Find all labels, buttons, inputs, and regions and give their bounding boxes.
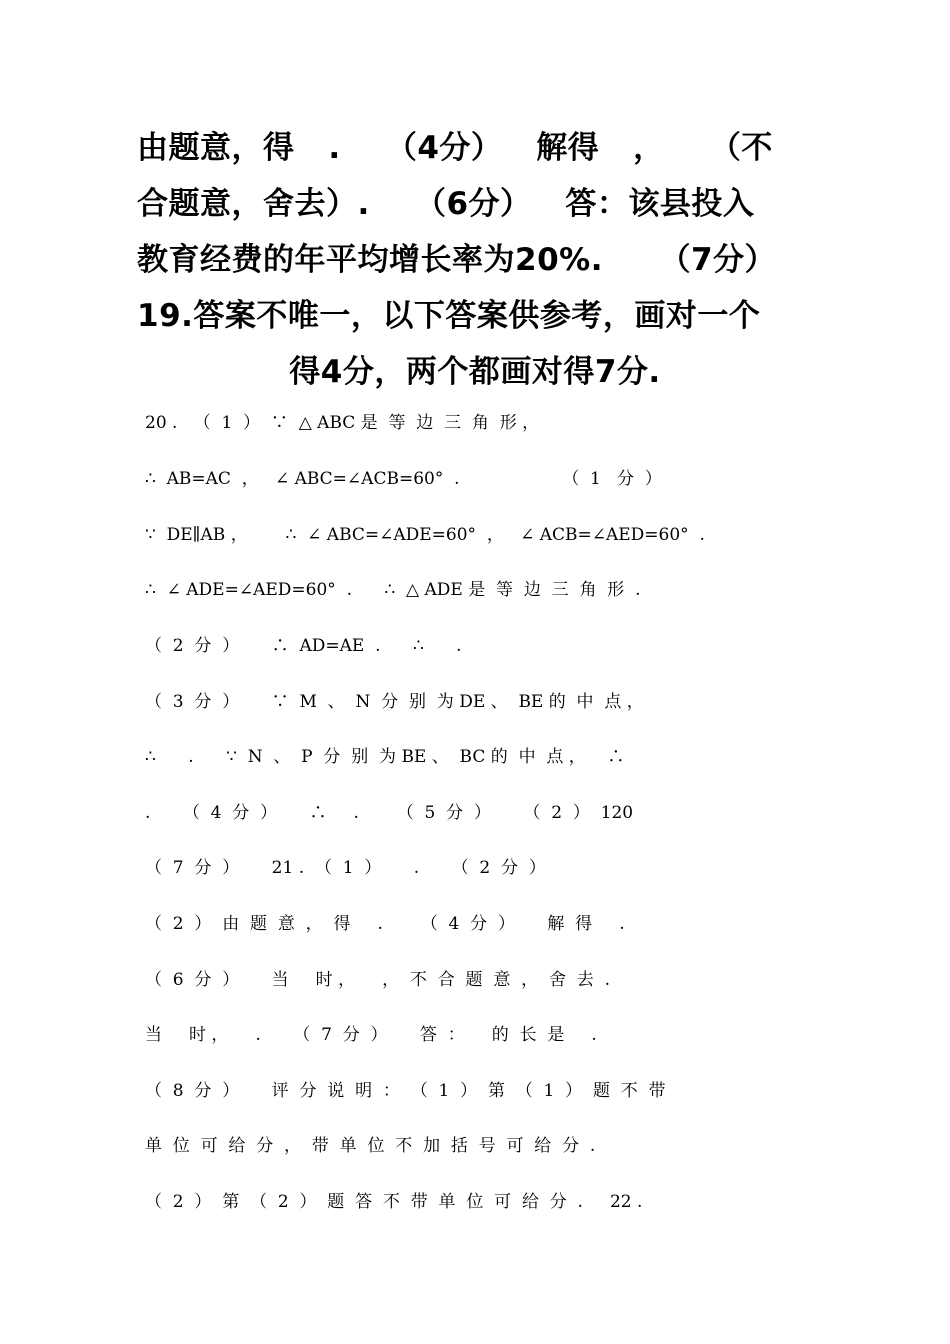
answer-line-11: （ 6 分 ） 当 时 ， ， 不 合 题 意 ， 舍 去 . <box>145 970 610 990</box>
answer-line-7: ∴ . ∵ N 、 P 分 别 为 BE 、 BC 的 中 点 ， ∴ <box>145 747 625 767</box>
answer-line-bold-4: 19.答案不唯一，以下答案供参考，画对一个 <box>137 298 761 334</box>
answer-line-bold-3: 教育经费的年平均增长率为20%. （7分） <box>137 242 777 278</box>
answer-line-8: . （ 4 分 ） ∴ . （ 5 分 ） （ 2 ） 120 <box>145 803 634 823</box>
answer-line-1: 20 . （ 1 ） ∵ △ ABC 是 等 边 三 角 形 ， <box>145 413 540 433</box>
answer-line-9: （ 7 分 ） 21 . （ 1 ） . （ 2 分 ） <box>145 858 546 878</box>
answer-line-3: ∵ DE∥AB ， ∴ ∠ ABC=∠ADE=60° ， ∠ ACB=∠AED=60° . <box>145 525 705 545</box>
answer-line-4: ∴ ∠ ADE=∠AED=60° . ∴ △ ADE 是 等 边 三 角 形 . <box>145 580 641 600</box>
answer-line-13: （ 8 分 ） 评 分 说 明 ： （ 1 ） 第 （ 1 ） 题 不 带 <box>145 1081 666 1101</box>
answer-line-15: （ 2 ） 第 （ 2 ） 题 答 不 带 单 位 可 给 分 . 22 . <box>145 1192 643 1212</box>
answer-line-14: 单 位 可 给 分 ， 带 单 位 不 加 括 号 可 给 分 . <box>145 1136 596 1156</box>
answer-line-10: （ 2 ） 由 题 意 ， 得 . （ 4 分 ） 解 得 . <box>145 914 625 934</box>
answer-line-12: 当 时 ， . （ 7 分 ） 答 ： 的 长 是 . <box>145 1025 597 1045</box>
answer-line-2: ∴ AB=AC ， ∠ ABC=∠ACB=60° . （ 1 分 ） <box>145 469 662 489</box>
answer-line-6: （ 3 分 ） ∵ M 、 N 分 别 为 DE 、 BE 的 中 点 ， <box>145 692 644 712</box>
answer-line-5: （ 2 分 ） ∴ AD=AE . ∴ . <box>145 636 462 656</box>
answer-line-bold-2: 合题意，舍去）. （6分） 答：该县投入 <box>137 186 755 222</box>
answer-line-bold-5: 得4分，两个都画对得7分. <box>289 354 661 390</box>
answer-line-bold-1: 由题意，得 . （4分） 解得 ， （不 <box>137 130 773 166</box>
